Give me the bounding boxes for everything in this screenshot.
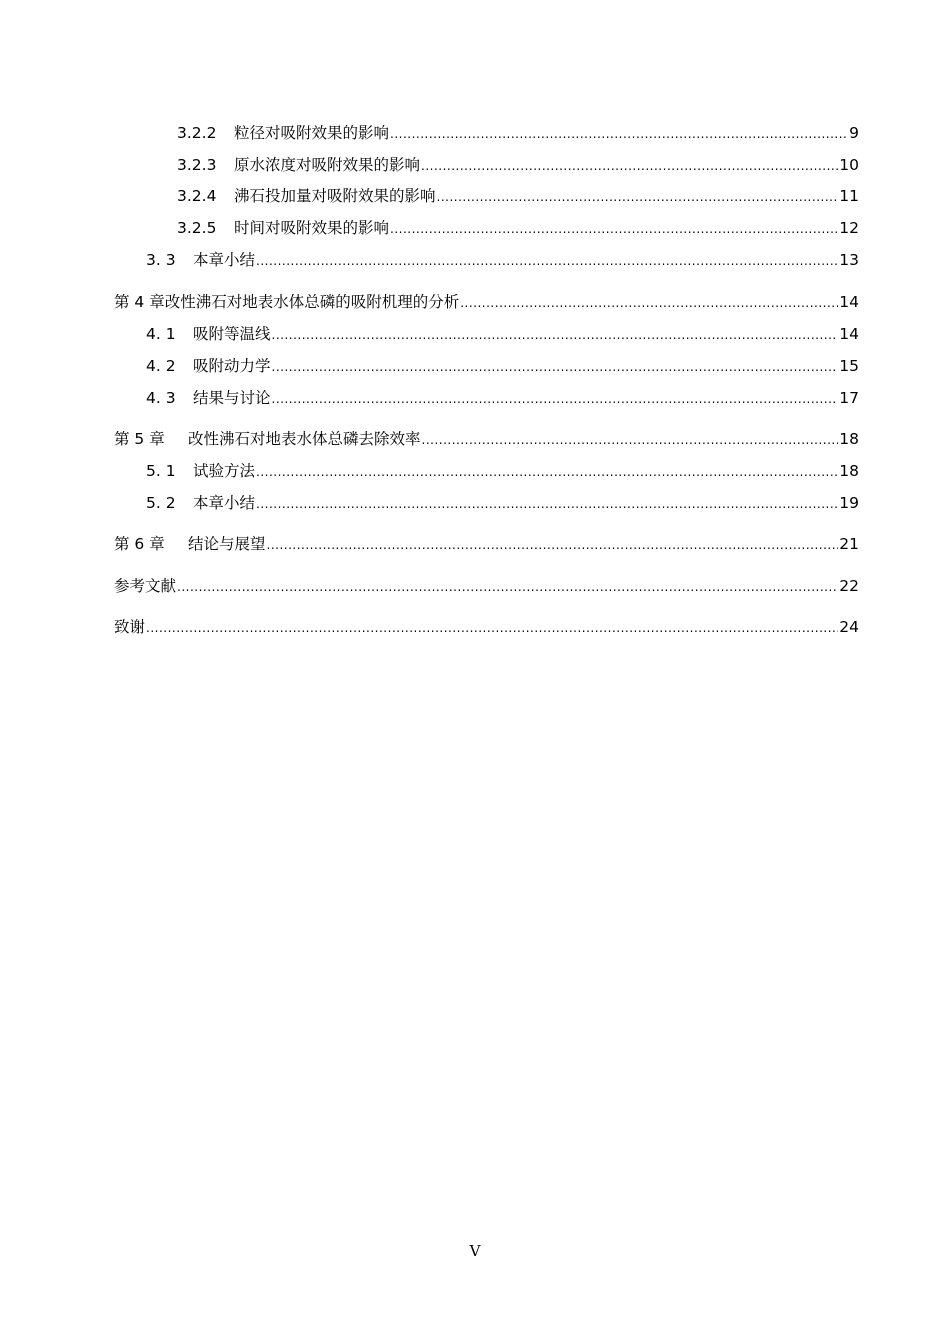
toc-dot-leader <box>421 159 838 173</box>
toc-entry-title: 沸石投加量对吸附效果的影响 <box>234 187 436 205</box>
toc-entry-title: 吸附动力学 <box>193 357 271 375</box>
toc-entry-page: 14 <box>839 325 859 343</box>
toc-entry-number: 3.2.4 <box>177 187 217 205</box>
toc-entry-page: 19 <box>839 494 859 512</box>
toc-entry-title: 结论与展望 <box>188 535 266 553</box>
toc-entry-title: 时间对吸附效果的影响 <box>234 219 390 237</box>
toc-dot-leader <box>460 296 838 310</box>
toc-dot-leader <box>272 328 839 342</box>
toc-entry-title: 改性沸石对地表水体总磷的吸附机理的分析 <box>164 293 460 311</box>
toc-dot-leader <box>390 222 838 236</box>
toc-entry-chapter-5[interactable] <box>114 428 859 450</box>
toc-entry-title: 结果与讨论 <box>193 389 271 407</box>
toc-entry-3-2-5[interactable] <box>177 217 859 239</box>
toc-entry-title: 粒径对吸附效果的影响 <box>234 124 390 142</box>
toc-dot-leader <box>177 580 838 594</box>
toc-dot-leader <box>422 433 839 447</box>
toc-entry-number: 5. 2 <box>146 494 176 512</box>
toc-entry-number: 4. 2 <box>146 357 176 375</box>
toc-entry-number: 3. 3 <box>146 251 176 269</box>
toc-dot-leader <box>146 621 838 635</box>
toc-entry-title: 改性沸石对地表水体总磷去除效率 <box>188 430 421 448</box>
toc-entry-number: 第 4 章 <box>114 293 165 311</box>
toc-entry-4-3[interactable] <box>146 387 859 409</box>
toc-entry-number: 3.2.3 <box>177 156 217 174</box>
toc-entry-page: 9 <box>849 124 859 142</box>
toc-entry-title: 致谢 <box>114 618 146 636</box>
toc-entry-3-2-3[interactable] <box>177 154 859 176</box>
toc-entry-page: 14 <box>839 293 859 311</box>
toc-dot-leader <box>256 254 838 268</box>
toc-entry-title: 本章小结 <box>193 494 256 512</box>
toc-entry-title: 吸附等温线 <box>193 325 271 343</box>
toc-entry-4-2[interactable] <box>146 355 859 377</box>
toc-entry-number: 3.2.5 <box>177 219 217 237</box>
toc-entry-chapter-4[interactable] <box>114 291 859 313</box>
toc-entry-page: 22 <box>839 577 859 595</box>
toc-entry-5-1[interactable] <box>146 460 859 482</box>
toc-dot-leader <box>272 392 839 406</box>
toc-entry-number: 第 5 章 <box>114 430 165 448</box>
toc-entry-page: 18 <box>839 430 859 448</box>
toc-entry-4-1[interactable] <box>146 323 859 345</box>
toc-entry-number: 5. 1 <box>146 462 176 480</box>
toc-dot-leader <box>267 538 839 552</box>
toc-entry-page: 15 <box>839 357 859 375</box>
page-number: V <box>469 1242 481 1260</box>
toc-entry-page: 12 <box>839 219 859 237</box>
toc-dot-leader <box>256 465 838 479</box>
toc-entry-page: 24 <box>839 618 859 636</box>
toc-entry-title: 试验方法 <box>193 462 256 480</box>
toc-dot-leader <box>437 190 839 204</box>
toc-entry-references[interactable] <box>114 575 859 597</box>
toc-entry-5-2[interactable] <box>146 492 859 514</box>
toc-entry-page: 17 <box>839 389 859 407</box>
toc-dot-leader <box>272 360 839 374</box>
toc-entry-number: 3.2.2 <box>177 124 217 142</box>
toc-entry-number: 4. 3 <box>146 389 176 407</box>
toc-entry-number: 第 6 章 <box>114 535 165 553</box>
toc-entry-chapter-6[interactable] <box>114 533 859 555</box>
toc-entry-page: 10 <box>839 156 859 174</box>
toc-entry-3-2-2[interactable] <box>177 122 859 144</box>
toc-entry-page: 11 <box>839 187 859 205</box>
toc-entry-page: 18 <box>839 462 859 480</box>
toc-entry-page: 21 <box>839 535 859 553</box>
toc-entry-3-2-4[interactable] <box>177 185 859 207</box>
toc-entry-acknowledgements[interactable] <box>114 616 859 638</box>
toc-entry-page: 13 <box>839 251 859 269</box>
toc-entry-title: 参考文献 <box>114 577 177 595</box>
toc-entry-title: 本章小结 <box>193 251 256 269</box>
toc-dot-leader <box>256 497 838 511</box>
toc-dot-leader <box>390 127 848 141</box>
toc-entry-title: 原水浓度对吸附效果的影响 <box>234 156 421 174</box>
toc-entry-3-3[interactable] <box>146 249 859 271</box>
toc-entry-number: 4. 1 <box>146 325 176 343</box>
